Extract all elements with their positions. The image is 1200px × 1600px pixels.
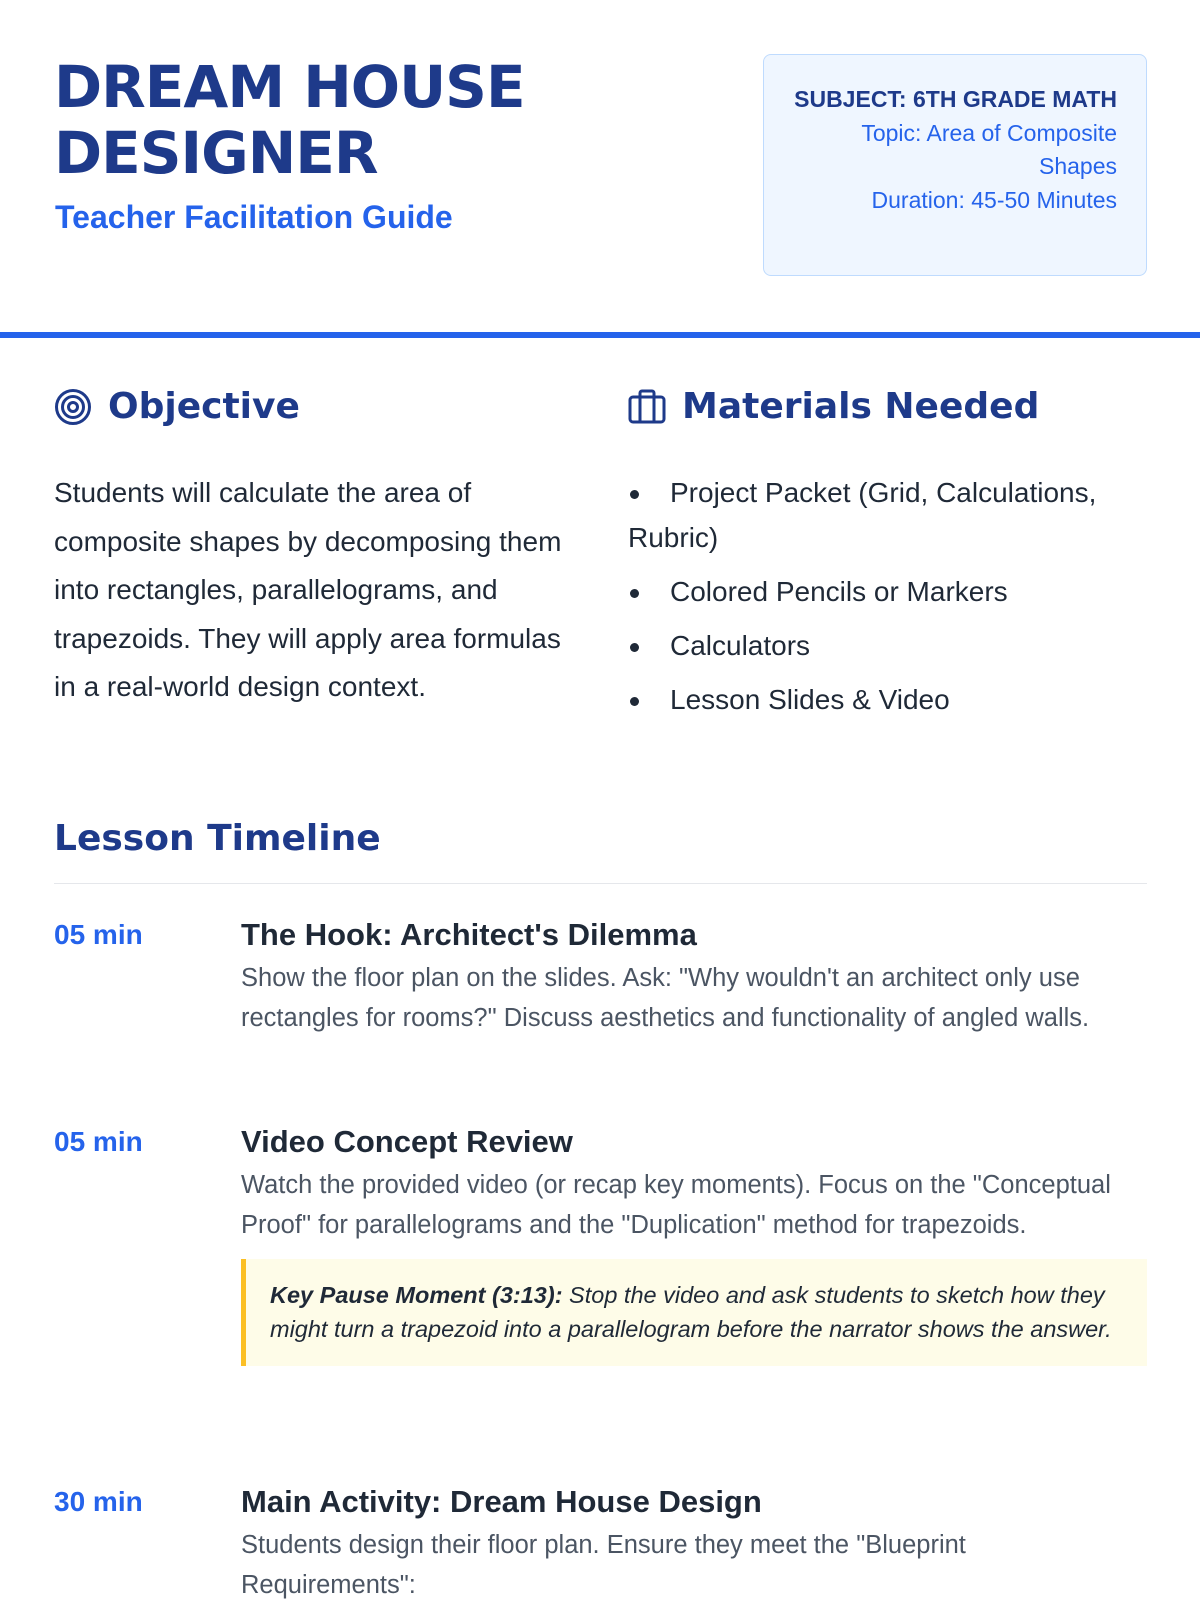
topic-label: Topic: Area of Composite Shapes — [861, 119, 1117, 179]
timeline-step-title: Video Concept Review — [241, 1124, 573, 1159]
key-pause-callout — [241, 1259, 1147, 1366]
objective-heading — [54, 386, 300, 427]
materials-item: Colored Pencils or Markers — [628, 569, 1168, 614]
timeline-duration: 05 min — [54, 1126, 143, 1157]
timeline-step-description: Students design their floor plan. Ensure they meet the "Blueprint Requirements": — [241, 1531, 966, 1599]
lesson-info-card — [763, 54, 1147, 276]
guide-header — [0, 0, 1200, 338]
objective-heading-label: Objective — [108, 386, 300, 427]
objective-text: Students will calculate the area of composite shapes by decomposing them into rectangles, parallelograms, and trapezoids. They will apply area formulas in a real-world design context. — [54, 477, 562, 702]
timeline-step-description: Show the floor plan on the slides. Ask: "Why wouldn't an architect only use rectangles for rooms?" Discuss aesthetics and functionality of angled walls. — [241, 964, 1090, 1032]
materials-heading-label: Materials Needed — [682, 386, 1040, 427]
title-line-1: DREAM HOUSE — [54, 53, 525, 121]
title-line-2: DESIGNER — [54, 119, 378, 187]
materials-item: Project Packet (Grid, Calculations, Rubric) — [628, 470, 1168, 560]
briefcase-icon — [628, 389, 666, 425]
materials-heading — [628, 386, 1039, 427]
callout-text: Stop the video and ask students to sketch how they might turn a trapezoid into a parallelogram before the narrator shows the answer. — [270, 1282, 1112, 1342]
timeline-step-title: Main Activity: Dream House Design — [241, 1484, 762, 1519]
subject-label: SUBJECT: 6TH GRADE MATH — [794, 86, 1117, 112]
materials-list — [628, 470, 1168, 731]
timeline-heading: Lesson Timeline — [54, 818, 381, 859]
timeline-duration: 05 min — [54, 919, 143, 950]
timeline-step-title: The Hook: Architect's Dilemma — [241, 917, 697, 952]
materials-item: Lesson Slides & Video — [628, 677, 1168, 722]
materials-item: Calculators — [628, 623, 1168, 668]
timeline-step-description: Watch the provided video (or recap key moments). Focus on the "Conceptual Proof" for parallelograms and the "Duplication" method for trapezoids. — [241, 1171, 1111, 1239]
timeline-duration: 30 min — [54, 1486, 143, 1517]
duration-label: Duration: 45-50 Minutes — [871, 186, 1117, 213]
timeline-divider — [54, 883, 1147, 884]
page-subtitle: Teacher Facilitation Guide — [55, 199, 453, 235]
target-icon — [54, 388, 92, 426]
callout-label: Key Pause Moment (3:13): — [270, 1282, 563, 1308]
page-title — [54, 54, 674, 186]
